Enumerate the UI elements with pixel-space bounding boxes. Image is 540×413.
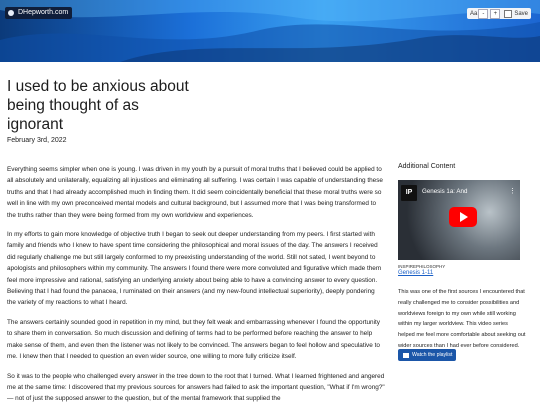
site-logo[interactable] bbox=[5, 7, 72, 19]
article-paragraph: The answers certainly sounded good in repetition in my mind, but they felt weak and embarrassing whenever I found the opportunity to share them in conversation. So much discussion and defining of terms had to be performed before reaching the answer to help make sense of them, and even then the listener was not likely to be convinced. The answers began to feel hollow and speculative to me. I knew then that I needed to question an even wider source, one willing to more fully criticize itself. bbox=[7, 318, 381, 361]
sidebar-heading: Additional Content bbox=[398, 163, 456, 170]
sidebar-description: This was one of the first sources I encountered that really challenged me to consider possibilities and worldviews foreign to my own while still working within my larger worldview. This video series helped me feel more comfortable about seeking out wider sources than I had ever before considered. bbox=[398, 289, 526, 349]
video-link[interactable]: Genesis 1-11 bbox=[398, 270, 434, 276]
logo-icon bbox=[8, 10, 14, 16]
page-title: I used to be anxious about being thought of as ignorant bbox=[7, 78, 189, 133]
decrease-font-button[interactable]: - bbox=[478, 9, 488, 19]
site-header bbox=[0, 0, 540, 62]
save-label: Save bbox=[514, 10, 529, 17]
font-size-label: Aa bbox=[470, 10, 478, 17]
video-title: Genesis 1a: And bbox=[422, 188, 468, 195]
youtube-play-icon[interactable] bbox=[449, 207, 477, 227]
article-paragraph: So it was to the people who challenged every answer in the tree down to the root that I turned. What I learned frightened and angered me at the same time: I discovered that my previous sources for answers had failed to ask the important question, "What if I'm wrong?" — not of just the supposed answer to the question, but of the mental framework that supplied the bbox=[7, 372, 385, 403]
channel-name: INSPIREPHILOSOPHY bbox=[398, 264, 446, 269]
video-embed[interactable] bbox=[398, 180, 520, 260]
site-name: DHepworth.com bbox=[18, 9, 69, 16]
watch-playlist-label: Watch the playlist bbox=[412, 352, 453, 358]
playlist-icon bbox=[403, 353, 409, 358]
watch-playlist-button[interactable] bbox=[398, 349, 456, 361]
post-date: February 3rd, 2022 bbox=[7, 137, 67, 144]
save-checkbox[interactable] bbox=[504, 10, 512, 18]
increase-font-button[interactable]: + bbox=[490, 9, 500, 19]
more-vert-icon[interactable]: ⋮ bbox=[509, 188, 516, 195]
article-paragraph: Everything seems simpler when one is young. I was driven in my youth by a pursuit of moral truths that I believed could be applied to all absolutely and unilaterally, equalizing all injustices and eliminating all suffering. I was certain I was capable of understanding these truths and that I had already accomplished much in finding them. It did seem coincidentally beneficial that these moral truths were so well in line with my own preconceived mental models and cultural background, but I assumed more that I was being transformed to the truths rather than they were being formed from my own worldview and experiences. bbox=[7, 166, 383, 219]
reader-controls bbox=[467, 8, 531, 19]
article-body bbox=[7, 164, 385, 413]
article-paragraph: In my efforts to gain more knowledge of objective truth I began to seek out deeper understanding from my peers. I first started with family and friends who I knew to have spent time considering the philosophical and moral issues of the day. The answers I received did regularly challenge me but still largely conformed to my preexisting understanding of the world. Still not sated, I went beyond to apologists and philosophers within my community. The answers I found there were more convoluted and figurative which made them feel more impressive and rational, satisfying an underlying anxiety about being able to have a convincing answer to every question. Believing that I had found the panacea, I ruminated on their answers (and my new-found intellectual superiority), deeply pondering the variety of my reactions to what I heard. bbox=[7, 231, 382, 307]
header-background-art bbox=[0, 0, 540, 62]
channel-logo-icon: IP bbox=[401, 185, 417, 201]
